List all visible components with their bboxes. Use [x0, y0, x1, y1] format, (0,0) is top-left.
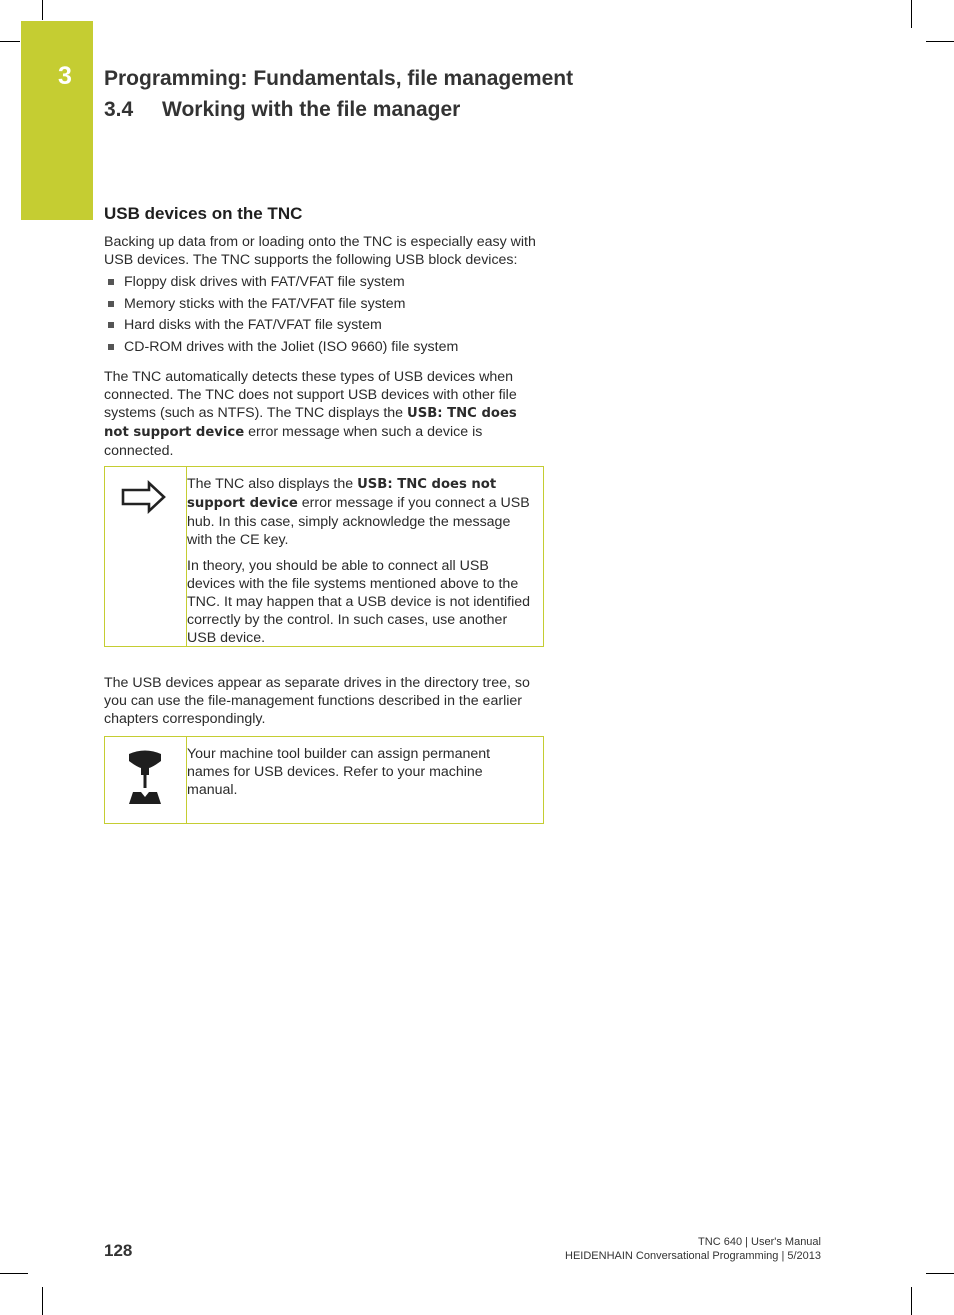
- arrow-right-icon: [121, 480, 167, 514]
- bullet-square-icon: [108, 301, 114, 307]
- footer-edition: HEIDENHAIN Conversational Programming | 5/2013: [565, 1250, 821, 1262]
- crop-mark: [0, 1273, 28, 1274]
- crop-mark: [911, 0, 912, 28]
- machine-tool-icon: [125, 749, 165, 805]
- section-title: [104, 98, 460, 122]
- list-item: Floppy disk drives with FAT/VFAT file system: [104, 273, 544, 291]
- chapter-tab: [21, 21, 93, 220]
- note-paragraph: The TNC also displays the USB: TNC does not support device error message if you connect a USB hub. In this case, simply acknowledge the message with the CE key.: [187, 476, 530, 549]
- crop-mark: [926, 41, 954, 42]
- crop-mark: [926, 1273, 954, 1274]
- bullet-square-icon: [108, 279, 114, 285]
- chapter-title: Programming: Fundamentals, file management: [104, 67, 574, 90]
- list-item: CD-ROM drives with the Joliet (ISO 9660) file system: [104, 338, 544, 356]
- footer-manual-title: TNC 640 | User's Manual: [698, 1236, 821, 1248]
- bullet-square-icon: [108, 344, 114, 350]
- page-number: 128: [104, 1241, 133, 1260]
- crop-mark: [42, 0, 43, 20]
- crop-mark: [911, 1287, 912, 1315]
- page-content: [104, 205, 544, 824]
- usb-device-list: [104, 273, 544, 356]
- note-paragraph: Your machine tool builder can assign permanent names for USB devices. Refer to your machine manual.: [187, 746, 491, 799]
- detection-paragraph: The TNC automatically detects these types of USB devices when connected. The TNC does not support USB devices with other file systems (such as NTFS). The TNC displays the USB: TNC does not support device error message when such a device is connected.: [104, 369, 517, 460]
- bullet-square-icon: [108, 322, 114, 328]
- intro-paragraph: Backing up data from or loading onto the TNC is especially easy with USB devices. The TNC supports the following USB block devices:: [104, 234, 536, 268]
- crop-mark: [0, 41, 20, 42]
- note-paragraph: In theory, you should be able to connect all USB devices with the file systems mentioned above to the TNC. It may happen that a USB device is not identified correctly by the control. In such cases, use another USB device.: [187, 558, 531, 647]
- section-heading: USB devices on the TNC: [104, 204, 303, 223]
- section-title-text: Working with the file manager: [162, 98, 461, 121]
- crop-mark: [42, 1287, 43, 1315]
- note-box: [104, 736, 544, 824]
- error-message-text: USB: TNC does not support device: [104, 406, 517, 441]
- note-box: [104, 466, 544, 647]
- list-item: Memory sticks with the FAT/VFAT file system: [104, 295, 544, 313]
- section-number: 3.4: [104, 98, 134, 121]
- list-item: Hard disks with the FAT/VFAT file system: [104, 316, 544, 334]
- chapter-number: 3: [58, 62, 72, 90]
- directory-paragraph: The USB devices appear as separate drives in the directory tree, so you can use the file-management functions described in the earlier chapters correspondingly.: [104, 675, 530, 728]
- footer-info: [565, 1235, 821, 1263]
- error-message-text: USB: TNC does not support device: [187, 477, 497, 512]
